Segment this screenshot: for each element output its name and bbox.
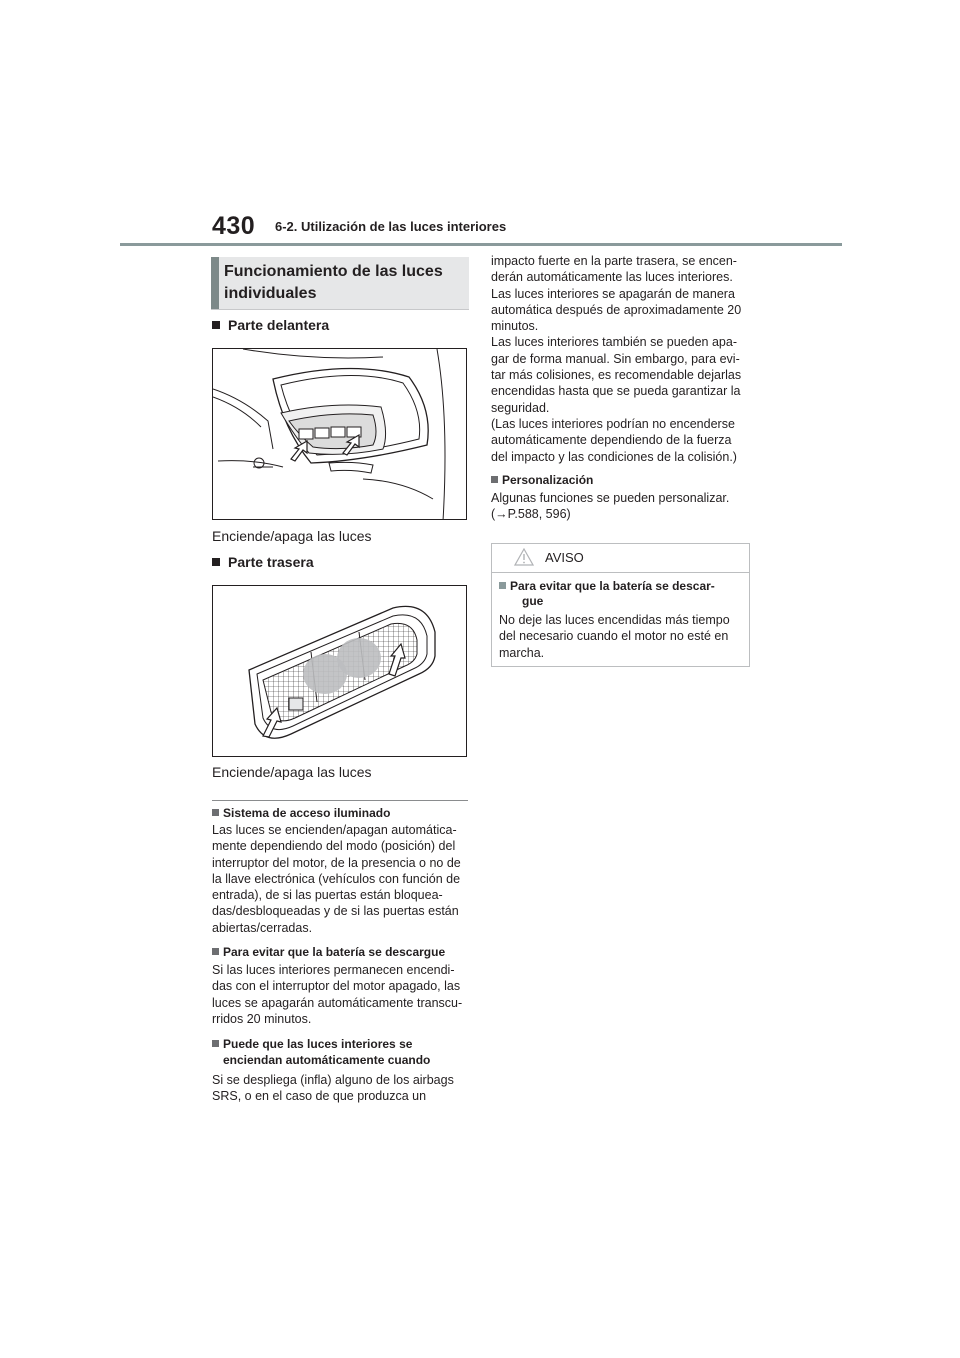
notes-divider	[212, 800, 468, 801]
rear-subheading	[212, 554, 314, 570]
warning-triangle-icon	[514, 548, 534, 566]
notice-body: No deje las luces encendidas más tiempo del necesario cuando el motor no esté en marcha.	[499, 613, 730, 660]
page-reference-link[interactable]: (→P.588, 596)	[491, 507, 571, 522]
bullet-square-icon	[212, 1040, 219, 1047]
rear-light-illustration	[212, 585, 467, 757]
note-title-illuminated-access: Sistema de acceso iluminado	[212, 805, 470, 821]
notice-title: Para evitar que la batería se descar- gue	[499, 579, 743, 609]
front-subheading	[212, 317, 329, 333]
bullet-square-icon	[491, 476, 498, 483]
bullet-square-icon	[212, 321, 220, 329]
front-title: Parte delantera	[228, 317, 330, 333]
personalization-title: Personalización	[491, 472, 749, 488]
bullet-square-icon	[212, 558, 220, 566]
notice-header	[492, 544, 749, 573]
note-title-auto-on: Puede que las luces interiores se enciendan automáticamente cuando	[212, 1036, 470, 1068]
bullet-square-icon	[499, 582, 506, 589]
rear-caption: Enciende/apaga las luces	[212, 764, 372, 780]
notice-label: AVISO	[545, 550, 584, 565]
section-heading	[211, 257, 469, 310]
note-body-illuminated-access: Las luces se encienden/apagan automática- mente dependiendo del modo (posición) del interruptor del motor, de la presencia o no de la llave electrónica (vehículos con función de entrada), de si las puertas están bloquea- das/desbloqueadas y de si las puertas están abiertas/cerradas.	[212, 823, 461, 935]
notice-box	[491, 543, 750, 667]
note-body-auto-on: Si se despliega (infla) alguno de los airbags SRS, o en el caso de que produzca un	[212, 1073, 454, 1104]
note-title-battery: Para evitar que la batería se descargue	[212, 944, 470, 960]
front-caption: Enciende/apaga las luces	[212, 528, 372, 544]
bullet-square-icon	[212, 809, 219, 816]
heading-line-2: individuales	[224, 285, 317, 302]
personalization-body: Algunas funciones se pueden personalizar. (→P.588, 596)	[491, 490, 751, 523]
continued-text: impacto fuerte en la parte trasera, se encen- derán automáticamente las luces interiores. Las luces interiores se apagarán de manera automática después de aproximadamente 20 minutos. Las luces interiores también se pueden apa- gar de forma manual. Sin embargo, para evi- tar más colisiones, es recomendable dejarlas encendidas hasta que se pueda garantizar la seguridad. (Las luces interiores podrían no encenderse automáticamente dependiendo de la fuerza del impacto y las condiciones de la colisión.)	[491, 254, 742, 464]
note-body-battery: Si las luces interiores permanecen encendi- das con el interruptor del motor apagado, las luces se apagarán automáticamente transcu- rridos 20 minutos.	[212, 963, 463, 1026]
heading-accent-bar	[211, 257, 219, 309]
rear-title: Parte trasera	[228, 554, 314, 570]
section-title: 6-2. Utilización de las luces interiores	[275, 219, 507, 234]
page-number: 430	[212, 212, 256, 240]
header-divider	[120, 243, 842, 246]
front-light-illustration	[212, 348, 467, 520]
heading-line-1: Funcionamiento de las luces	[224, 263, 443, 280]
bullet-square-icon	[212, 948, 219, 955]
